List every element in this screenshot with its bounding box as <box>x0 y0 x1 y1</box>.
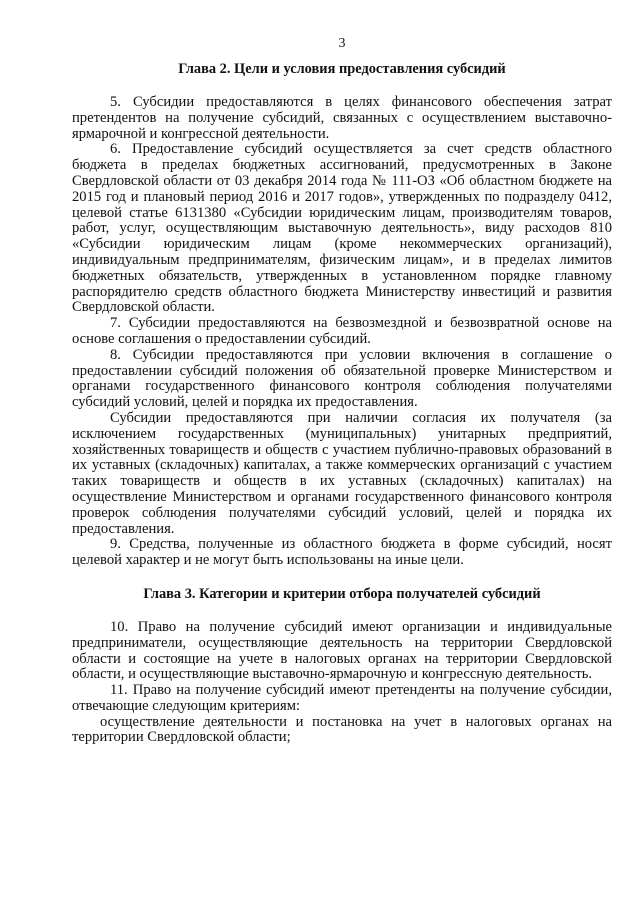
paragraph-11-criterion-1: осуществление деятельности и постановка на учет в налоговых органах на территории Свердловской области; <box>72 713 612 746</box>
paragraph-7: 7. Субсидии предоставляются на безвозмездной и безвозвратной основе на основе соглашения о предоставлении субсидий. <box>72 315 612 347</box>
chapter-2-title: Глава 2. Цели и условия предоставления субсидий <box>178 61 506 77</box>
page-number: 3 <box>338 36 346 51</box>
paragraph-11: 11. Право на получение субсидий имеют претенденты на получение субсидии, отвечающие следующим критериям: <box>72 682 612 714</box>
chapter-3-title: Глава 3. Категории и критерии отбора получателей субсидий <box>143 585 541 602</box>
paragraph-8: 8. Субсидии предоставляются при условии включения в соглашение о предоставлении субсидий положения об обязательной проверке Министерством и органами государственного финансового контроля соблюдения получателями субсидий условий, целей и порядка их предоставления. <box>72 346 612 411</box>
paragraph-6: 6. Предоставление субсидий осуществляется за счет средств областного бюджета в пределах бюджетных ассигнований, предусмотренных в Законе Свердловской области от 03 декабря 2014 года № 111-ОЗ «Об областном бюджете на 2015 год и плановый период 2016 и 2017 годов», утвержденных по подразделу 0412, целевой статье 6131380 «Субсидии юридическим лицам, производителям товаров, работ, услуг, осуществляющим выставочную деятельность», виду расходов 810 «Субсидии юридическим лицам (кроме некоммерческих организаций), индивидуальным предпринимателям, физическим лицам», и в пределах лимитов бюджетных обязательств, утвержденных в установленном порядке главному распорядителю средств областного бюджета Министерству инвестиций и развития Свердловской области. <box>72 141 612 316</box>
paragraph-9: 9. Средства, полученные из областного бюджета в форме субсидий, носят целевой характер и не могут быть использованы на иные цели. <box>72 536 612 569</box>
paragraph-10: 10. Право на получение субсидий имеют организации и индивидуальные предприниматели, осуществляющие деятельность на территории Свердловской области и состоящие на учете в налоговых органах на территории Свердловской области, и осуществляющие выставочно-ярмарочную и конгрессную деятельность. <box>72 618 612 683</box>
paragraph-5: 5. Субсидии предоставляются в целях финансового обеспечения затрат претендентов на получение субсидий, связанных с осуществлением выставочно-ярмарочной и конгрессной деятельности. <box>72 94 612 142</box>
paragraph-8-consent: Субсидии предоставляются при наличии согласия их получателя (за исключением государственных (муниципальных) унитарных предприятий, хозяйственных товариществ и обществ с участием публично-правовых образований в их уставных (складочных) капиталах, а также коммерческих организаций с участием таких товариществ и обществ в их уставных (складочных) капиталах) на осуществление Министерством и органами государственного финансового контроля проверок соблюдения получателями субсидий условий, целей и порядка их предоставления. <box>72 409 612 537</box>
